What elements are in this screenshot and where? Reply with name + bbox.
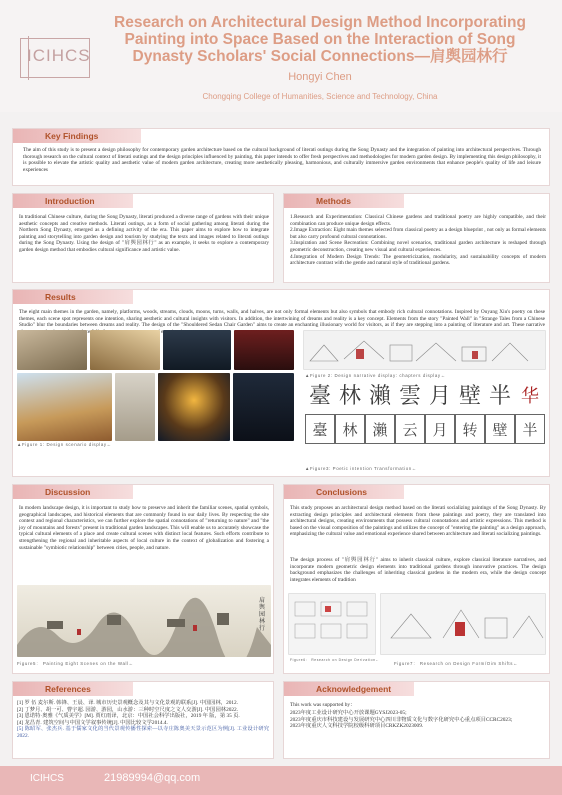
glyph-top-2: 林 [338, 384, 361, 409]
references-heading: References [13, 682, 133, 696]
key-findings-heading: Key Findings [13, 129, 141, 143]
discussion-heading: Discussion [13, 485, 133, 499]
glyph-bottom-4: 云 [395, 414, 425, 444]
results-heading: Results [13, 290, 133, 304]
narrative-display-image [303, 330, 546, 370]
results-panel [12, 289, 550, 477]
conference-logo: ICIHCS [27, 46, 91, 65]
conclusions-heading: Conclusions [284, 485, 404, 499]
figure1-caption: ▲Figure 1: Design scenario display← [17, 442, 112, 447]
acknowledgement-list [290, 710, 546, 730]
scroll-label: 肩舆园林行 [259, 597, 266, 632]
glyph-top-3: 瀨 [368, 384, 391, 409]
key-findings-text: The aim of this study is to present a design philosophy for contemporary garden architecture based on the cultural background of literati outings during the Song Dynasty and the integration of painting into architectural perspectives. Through thorough research on the cultural context of literati outings and the design principles influenced by painting, this paper intends to offer fresh perspectives and methodologies for modern garden design. By implementing this design philosophy, it is possible to elevate the artistic quality and aesthetic value of modern garden architecture, creating more aesthetically pleasing, harmonious, and culturally immersive garden environments that enhance people's quality of life and leisure experiences [23, 147, 541, 173]
design-derivation-image [288, 593, 376, 655]
conclusions-text-2: The design process of "肩舆园林行" aims to inherit classical culture, explore classical literature narratives, and incorporate modern geometric design elements into traditional gardens through innovative practices. The design background emphasizes the challenges of inheriting classical gardens in the modern era, while the design concept integrates elements of tradition [290, 557, 546, 583]
acknowledgement-item: 2023年度工业设计研究中心开放课题GYSJ2023-05; [290, 710, 407, 716]
scenario-image-3 [163, 330, 231, 370]
scroll-sketch [17, 585, 271, 657]
methods-item: 4.Integration of Modern Design Trends: The geometricization, modularity, and sustainability concepts of modern architecture contrast with the gentle and natural style of traditional gardens. [290, 253, 546, 267]
scenario-image-1 [17, 330, 87, 370]
introduction-heading: Introduction [13, 194, 133, 208]
acknowledgement-item: 2023年度重庆人文科技学院校级科研项目CRKZK2023009. [290, 723, 424, 730]
glyph-bottom-5: 月 [425, 414, 455, 444]
reference-item: [3] 恩诺特·奥雅《气质美学》[M]. 贾红雨译，北京：中国社会科学出版社，2019 年 版，第 35 页. [17, 713, 240, 720]
acknowledgement-heading: Acknowledgement [284, 682, 414, 696]
figure5-caption: Figure5： Painting Eight Scenes on the Wall← [17, 661, 134, 666]
author-name: Hongyi Chen [288, 71, 352, 83]
introduction-text: In traditional Chinese culture, during the Song Dynasty, literati produced a diverse range of gardens with their unique aesthetic concepts and creative methods. Literati outings, as a form of social gathering among literati during the Northern Song Dynasty, emerged as a defining activity of the era. This paper aims to explore how to integrate painting and storytelling into garden design and tourism by studying the texts and images related to literati outings during the Song Dynasty. Using the design of "肩舆园林行" as an example, it seeks to explore a contemporary garden design method that embodies cultural significance and artistic value. [19, 214, 269, 253]
glyph-top-4: 雲 [398, 384, 421, 409]
glyph-bottom-7: 壁 [485, 414, 515, 444]
figure2-caption: ▲Figure 2: Design narrative display: chapters display← [305, 373, 446, 378]
narrative-sketch [304, 331, 546, 370]
wall-painting-scroll [17, 585, 271, 657]
glyph-top-1: 臺 [308, 384, 331, 409]
author-affiliation: Chongqing College of Humanities, Science and Technology, China [202, 92, 438, 101]
poetic-glyph-grid [303, 382, 546, 444]
scenario-image-6 [115, 373, 155, 441]
discussion-panel [12, 484, 274, 674]
poster-footer [0, 766, 562, 795]
scenario-image-5 [17, 373, 112, 441]
introduction-panel [12, 193, 274, 283]
reference-item: [4] 龙昌青. 建筑空间与中国文学叙事传统[J]. 中国比较文学2014.4. [17, 719, 168, 726]
footer-logo: ICIHCS [30, 773, 64, 784]
methods-panel [283, 193, 550, 283]
acknowledgement-intro: This work was supported by： [290, 702, 356, 708]
references-panel [12, 681, 274, 759]
reference-item: [1] 罗 伍 麦尔斯. 韩锋、王晨、译. 城市历史景观概念及其与文化景观的联系[J]. 中国园林，2012. [17, 700, 238, 706]
glyph-bottom-2: 林 [335, 414, 365, 444]
title-line-2: Painting into Space Based on the Interaction of Song [124, 31, 516, 48]
methods-item: 2.Image Extraction: Eight main themes selected from classical poetry as a design blueprint , not only as formal elements but also carry profound cultural connotations. [290, 227, 546, 240]
figure6-caption: Figure6： Research on Design Derivation← [290, 658, 380, 662]
results-text: The eight main themes in the garden, namely, platforms, woods, streams, clouds, moons, turns, walls, and halves, are not only formal elements but also symbols that embody rich cultural connotations. Inspired by Ouyang Xiu's poetry on these themes, each scene spot represents one intention, sharing aesthetic and cultural insights with visitors. In addition, the intertwining of dreams and reality is a key concept. Elements from the story "Painted Wall" in "Strange Tales from a Chinese Studio" blur the boundaries between dreams and reality. The design of the "Shouldered Sedan Chair Garden" aims to create an enchanting illusionary world for visitors, as if they are stepping into a painting of literature and art. These narrative [19, 309, 545, 329]
title-line-1: Research on Architectural Design Method Incorporating [114, 14, 526, 31]
key-findings-panel [12, 128, 550, 186]
references-list [17, 700, 269, 740]
contact-email[interactable]: 21989994@qq.com [104, 772, 201, 784]
figure3-caption: ▲Figure3: Poetic intention Transformation← [305, 466, 417, 471]
acknowledgement-item: 2023年度重庆市科技建设与发展研究中心四川非物质文化与数字化研究中心重点项目CCRC2023; [290, 716, 513, 723]
methods-item: 3.Inspiration and Scene Recreation: Combining novel scenarios, traditional garden architecture is reshaped through geometric deconstruction, creating new visual and cultural experiences. [290, 240, 546, 253]
glyph-bottom-6: 转 [455, 414, 485, 444]
glyph-bottom-3: 瀨 [365, 414, 395, 444]
acknowledgement-panel [283, 681, 550, 759]
poster-title [100, 14, 540, 65]
derivation-sketch [289, 594, 376, 655]
scenario-image-8 [233, 373, 294, 441]
conclusions-text-1: This study proposes an architectural design method based on the literati socializing paintings of the Song Dynasty. By extracting design principles and architectural elements from these paintings and poetry, they are translated into architectural designs, creating environments that possess cultural connotations and artistic expressions. This method is based on the visual composition of the paintings and utilizes the concept of "entering the painting" as a design approach, emphasizing the cultural value and emotional experience shared between architecture and literati socializing paintings. [290, 505, 546, 538]
methods-list [290, 214, 546, 267]
methods-heading: Methods [284, 194, 404, 208]
title-line-3: Dynasty Scholars' Social Connections—肩舆园林行 [132, 48, 508, 65]
glyph-top-6: 壁 [458, 384, 481, 409]
glyph-bottom-1: 臺 [305, 414, 335, 444]
reference-item: [5] 陈昭军、张杰兵. 基于儒家文化的当代景观传播性探索—以寺庄陈奥美天景示范区为例[J]. 工业设计研究2022. [17, 726, 269, 739]
figure7-caption: Figure7： Research on Design Form/Oim Shifts← [394, 661, 519, 666]
reference-item: [2] 丁梦月、胡一可、曹宇超. 园游、游园，山水游：三种时空尺度之文人交游[J]. 中国园林2022. [17, 706, 238, 713]
design-form-image [380, 593, 546, 655]
conclusions-panel [283, 484, 550, 674]
scenario-image-4 [234, 330, 294, 370]
glyph-bottom-8: 半 [515, 414, 545, 444]
glyph-top-5: 月 [428, 384, 451, 409]
scenario-image-2 [90, 330, 160, 370]
glyph-top-8: 华 [521, 386, 539, 407]
discussion-text: In modern landscape design, it is important to study how to preserve and inherit the familiar scenes, spatial symbols, geographical landscapes, and historical elements that are commonly found in our daily lives. By respecting the site context and regional characteristics, we can further explore the spatial connotations of "returning to nature" and "the joy of mountains and forests" present in traditional garden landscapes. This will enable us to accurately showcase the typical cultural elements of a place and create cultural scenes with distinct local features. Such efforts contribute to strengthening the regional and inheritable aspects of local culture in the context of globalization and fostering a sustainable "symbiotic relationship" between cities, people, and nature. [19, 505, 269, 551]
scenario-image-7 [158, 373, 230, 441]
glyph-top-7: 半 [488, 384, 511, 409]
methods-item: 1.Research and Experimentation: Classical Chinese gardens and traditional poetry are highly compatible, and their combination can produce unique design effects. [290, 214, 546, 227]
form-sketch [381, 594, 546, 655]
